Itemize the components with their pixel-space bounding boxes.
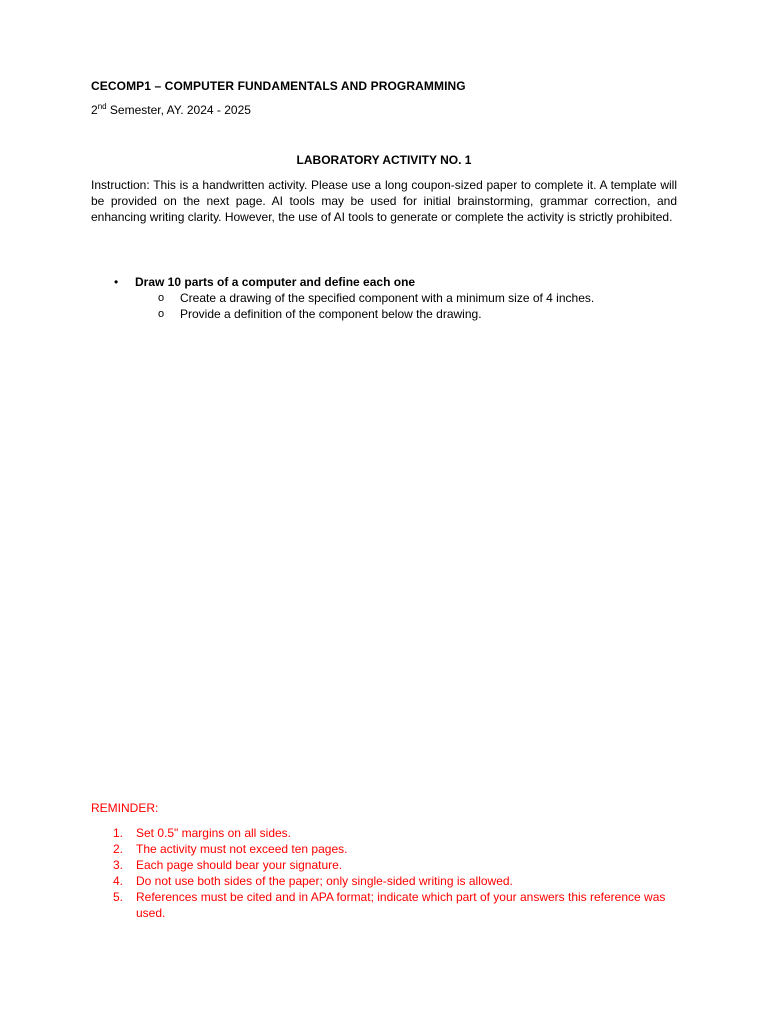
semester-line [91, 103, 251, 117]
circle-bullet-icon: o [158, 292, 165, 304]
circle-bullet-icon: o [158, 308, 165, 320]
task-sub-text: Provide a definition of the component below the drawing. [180, 307, 482, 321]
course-title: CECOMP1 – COMPUTER FUNDAMENTALS AND PROGRAMMING [91, 79, 466, 93]
reminder-text: Each page should bear your signature. [136, 858, 343, 872]
task-sub-item [135, 290, 691, 306]
reminder-title: REMINDER: [91, 801, 159, 815]
reminder-text: Do not use both sides of the paper; only single-sided writing is allowed. [136, 874, 513, 888]
reminder-list [91, 825, 681, 921]
reminder-item [91, 841, 681, 857]
task-item [91, 274, 691, 322]
reminder-item [91, 857, 681, 873]
task-sub-list [135, 290, 691, 322]
semester-text: Semester, AY. 2024 - 2025 [106, 103, 251, 117]
task-sub-item [135, 306, 691, 322]
reminder-number: 5. [113, 890, 124, 904]
reminder-number: 3. [113, 858, 124, 872]
reminder-item [91, 889, 681, 921]
semester-ordinal-suffix: nd [97, 102, 107, 111]
bullet-icon: • [114, 275, 119, 289]
task-main-text: Draw 10 parts of a computer and define each one [135, 275, 416, 289]
activity-title: LABORATORY ACTIVITY NO. 1 [296, 153, 472, 167]
reminder-item [91, 825, 681, 841]
reminder-text: Set 0.5" margins on all sides. [136, 826, 292, 840]
reminder-number: 1. [113, 826, 124, 840]
reminder-text: References must be cited and in APA format; indicate which part of your answers this reference was used. [136, 890, 666, 920]
task-list [91, 274, 691, 322]
task-sub-text: Create a drawing of the specified component with a minimum size of 4 inches. [180, 291, 595, 305]
semester-number: 2 [91, 103, 98, 117]
reminder-item [91, 873, 681, 889]
reminder-text: The activity must not exceed ten pages. [136, 842, 348, 856]
reminder-number: 2. [113, 842, 124, 856]
reminder-number: 4. [113, 874, 124, 888]
instruction-paragraph: Instruction: This is a handwritten activity. Please use a long coupon-sized paper to complete it. A template will be provided on the next page. AI tools may be used for initial brainstorming, grammar correction, and enhancing writing clarity. However, the use of AI tools to generate or complete the activity is strictly prohibited. [91, 178, 677, 224]
